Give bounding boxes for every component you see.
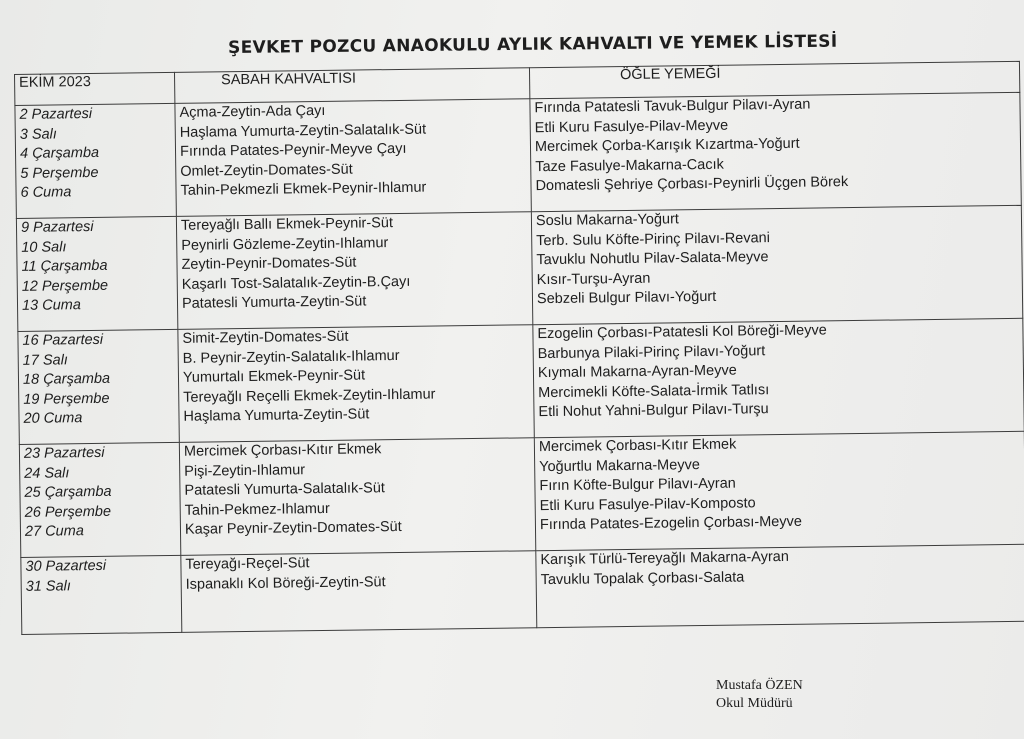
breakfast-item: Patatesli Yumurta-Zeytin-Süt: [181, 293, 367, 312]
breakfast-item: Haşlama Yumurta-Zeytin-Süt: [183, 406, 370, 425]
day-label: 23 Pazartesi: [23, 444, 105, 462]
lunch-item: Etli Kuru Fasulye-Pilav-Meyve: [534, 117, 729, 136]
menu-sheet: [14, 61, 1024, 644]
breakfast-item: Kaşarlı Tost-Salatalık-Zeytin-B.Çayı: [181, 273, 411, 293]
lunch-item: Fırın Köfte-Bulgur Pilavı-Ayran: [539, 475, 736, 495]
breakfast-cell: [178, 325, 534, 443]
breakfast-item: Tereyağı-Reçel-Süt: [185, 555, 310, 573]
breakfast-item: Patatesli Yumurta-Salatalık-Süt: [184, 480, 385, 499]
breakfast-item: Omlet-Zeytin-Domates-Süt: [180, 161, 353, 180]
breakfast-cell: [181, 551, 537, 633]
breakfast-cell: [179, 438, 535, 556]
day-label: 6 Cuma: [20, 184, 72, 201]
lunch-item: Taze Fasulye-Makarna-Cacık: [535, 156, 724, 175]
breakfast-item: Tahin-Pekmez-Ihlamur: [184, 500, 330, 519]
breakfast-item: B. Peynir-Zeytin-Salatalık-Ihlamur: [182, 347, 400, 367]
lunch-item: Fırında Patates-Ezogelin Çorbası-Meyve: [539, 513, 802, 534]
lunch-item: Soslu Makarna-Yoğurt: [535, 211, 680, 230]
day-label: 20 Cuma: [23, 410, 83, 427]
breakfast-item: Ispanaklı Kol Böreği-Zeytin-Süt: [185, 573, 386, 593]
lunch-item: Mercimek Çorba-Karışık Kızartma-Yoğurt: [534, 135, 800, 156]
lunch-item: Terb. Sulu Köfte-Pirinç Pilavı-Revani: [536, 229, 771, 249]
day-label: 24 Salı: [24, 464, 70, 482]
lunch-item: Ezogelin Çorbası-Patatesli Kol Böreği-Meyve: [537, 322, 827, 343]
breakfast-header: SABAH KAHVALTISI: [174, 68, 529, 104]
day-label: 30 Pazartesi: [25, 557, 107, 575]
day-label: 17 Salı: [22, 351, 69, 369]
lunch-cell: [530, 92, 1021, 211]
day-label: 11 Çarşamba: [21, 257, 108, 275]
week-row: [21, 544, 1024, 634]
breakfast-item: Peynirli Gözleme-Zeytin-Ihlamur: [181, 234, 389, 254]
month-header: EKİM 2023: [15, 72, 175, 105]
lunch-header: ÖĞLE YEMEĞİ: [529, 61, 1019, 98]
day-label: 27 Cuma: [24, 523, 84, 540]
lunch-item: Etli Kuru Fasulye-Pilav-Komposto: [539, 494, 756, 514]
breakfast-item: Mercimek Çorbası-Kıtır Ekmek: [183, 441, 382, 460]
day-label: 25 Çarşamba: [24, 483, 112, 501]
breakfast-item: Simit-Zeytin-Domates-Süt: [182, 328, 349, 347]
breakfast-item: Zeytin-Peynir-Domates-Süt: [181, 254, 357, 273]
day-label: 18 Çarşamba: [22, 370, 111, 388]
signature-block: [716, 677, 803, 713]
page-title: ŞEVKET POZCU ANAOKULU AYLIK KAHVALTI VE YEMEK LİSTESİ: [228, 31, 838, 58]
breakfast-item: Kaşar Peynir-Zeytin-Domates-Süt: [184, 518, 402, 538]
week-row: [15, 92, 1021, 218]
day-label: 10 Salı: [21, 238, 67, 256]
lunch-item: Tavuklu Nohutlu Pilav-Salata-Meyve: [536, 249, 769, 269]
breakfast-item: Açma-Zeytin-Ada Çayı: [179, 102, 326, 121]
day-label: 26 Perşembe: [24, 503, 112, 521]
breakfast-item: Yumurtalı Ekmek-Peynir-Süt: [182, 367, 366, 386]
lunch-item: Mercimek Çorbası-Kıtır Ekmek: [538, 436, 737, 456]
breakfast-item: Tereyağlı Reçelli Ekmek-Zeytin-Ihlamur: [183, 386, 436, 406]
lunch-item: Domatesli Şehriye Çorbası-Peynirli Üçgen Börek: [535, 174, 849, 195]
breakfast-item: Fırında Patates-Peynir-Meyve Çayı: [179, 140, 407, 160]
week-row: [18, 318, 1024, 444]
principal-title: Okul Müdürü: [716, 696, 793, 711]
day-cell: [21, 555, 182, 634]
week-row: [16, 205, 1022, 331]
principal-name: Mustafa ÖZEN: [716, 678, 803, 693]
breakfast-cell: [175, 99, 531, 217]
lunch-item: Mercimekli Köfte-Salata-İrmik Tatlısı: [538, 381, 770, 401]
day-label: 12 Perşembe: [21, 277, 109, 295]
lunch-item: Barbunya Pilaki-Pirinç Pilavı-Yoğurt: [537, 342, 766, 362]
day-label: 13 Cuma: [21, 297, 81, 314]
week-row: [19, 431, 1024, 557]
day-cell: [15, 103, 176, 218]
day-cell: [18, 329, 179, 444]
lunch-item: Karışık Türlü-Tereyağlı Makarna-Ayran: [540, 548, 789, 569]
lunch-cell: [533, 318, 1024, 437]
lunch-item: Sebzeli Bulgur Pilavı-Yoğurt: [536, 288, 717, 308]
day-label: 19 Perşembe: [23, 390, 110, 408]
breakfast-item: Tahin-Pekmezli Ekmek-Peynir-Ihlamur: [180, 179, 427, 199]
breakfast-item: Tereyağlı Ballı Ekmek-Peynir-Süt: [180, 215, 394, 234]
breakfast-item: Pişi-Zeytin-Ihlamur: [184, 461, 306, 480]
lunch-item: Kısır-Turşu-Ayran: [536, 270, 651, 288]
lunch-item: Kıymalı Makarna-Ayran-Meyve: [537, 362, 737, 382]
lunch-cell: [531, 205, 1022, 324]
lunch-cell: [534, 431, 1024, 550]
day-cell: [16, 216, 177, 331]
day-label: 5 Perşembe: [20, 164, 99, 182]
day-label: 9 Pazartesi: [20, 218, 94, 236]
lunch-item: Yoğurtlu Makarna-Meyve: [539, 456, 700, 475]
breakfast-cell: [176, 212, 532, 330]
menu-table: [14, 61, 1024, 635]
lunch-item: Tavuklu Topalak Çorbası-Salata: [540, 568, 745, 588]
day-label: 16 Pazartesi: [22, 331, 104, 349]
lunch-cell: [536, 544, 1024, 627]
day-cell: [19, 442, 180, 557]
day-label: 31 Salı: [25, 577, 71, 595]
lunch-item: Fırında Patatesli Tavuk-Bulgur Pilavı-Ayran: [534, 96, 811, 117]
day-label: 2 Pazartesi: [19, 105, 93, 123]
day-label: 3 Salı: [19, 125, 57, 143]
lunch-item: Etli Nohut Yahni-Bulgur Pilavı-Turşu: [538, 401, 769, 421]
breakfast-item: Haşlama Yumurta-Zeytin-Salatalık-Süt: [179, 121, 427, 141]
day-label: 4 Çarşamba: [19, 144, 100, 162]
